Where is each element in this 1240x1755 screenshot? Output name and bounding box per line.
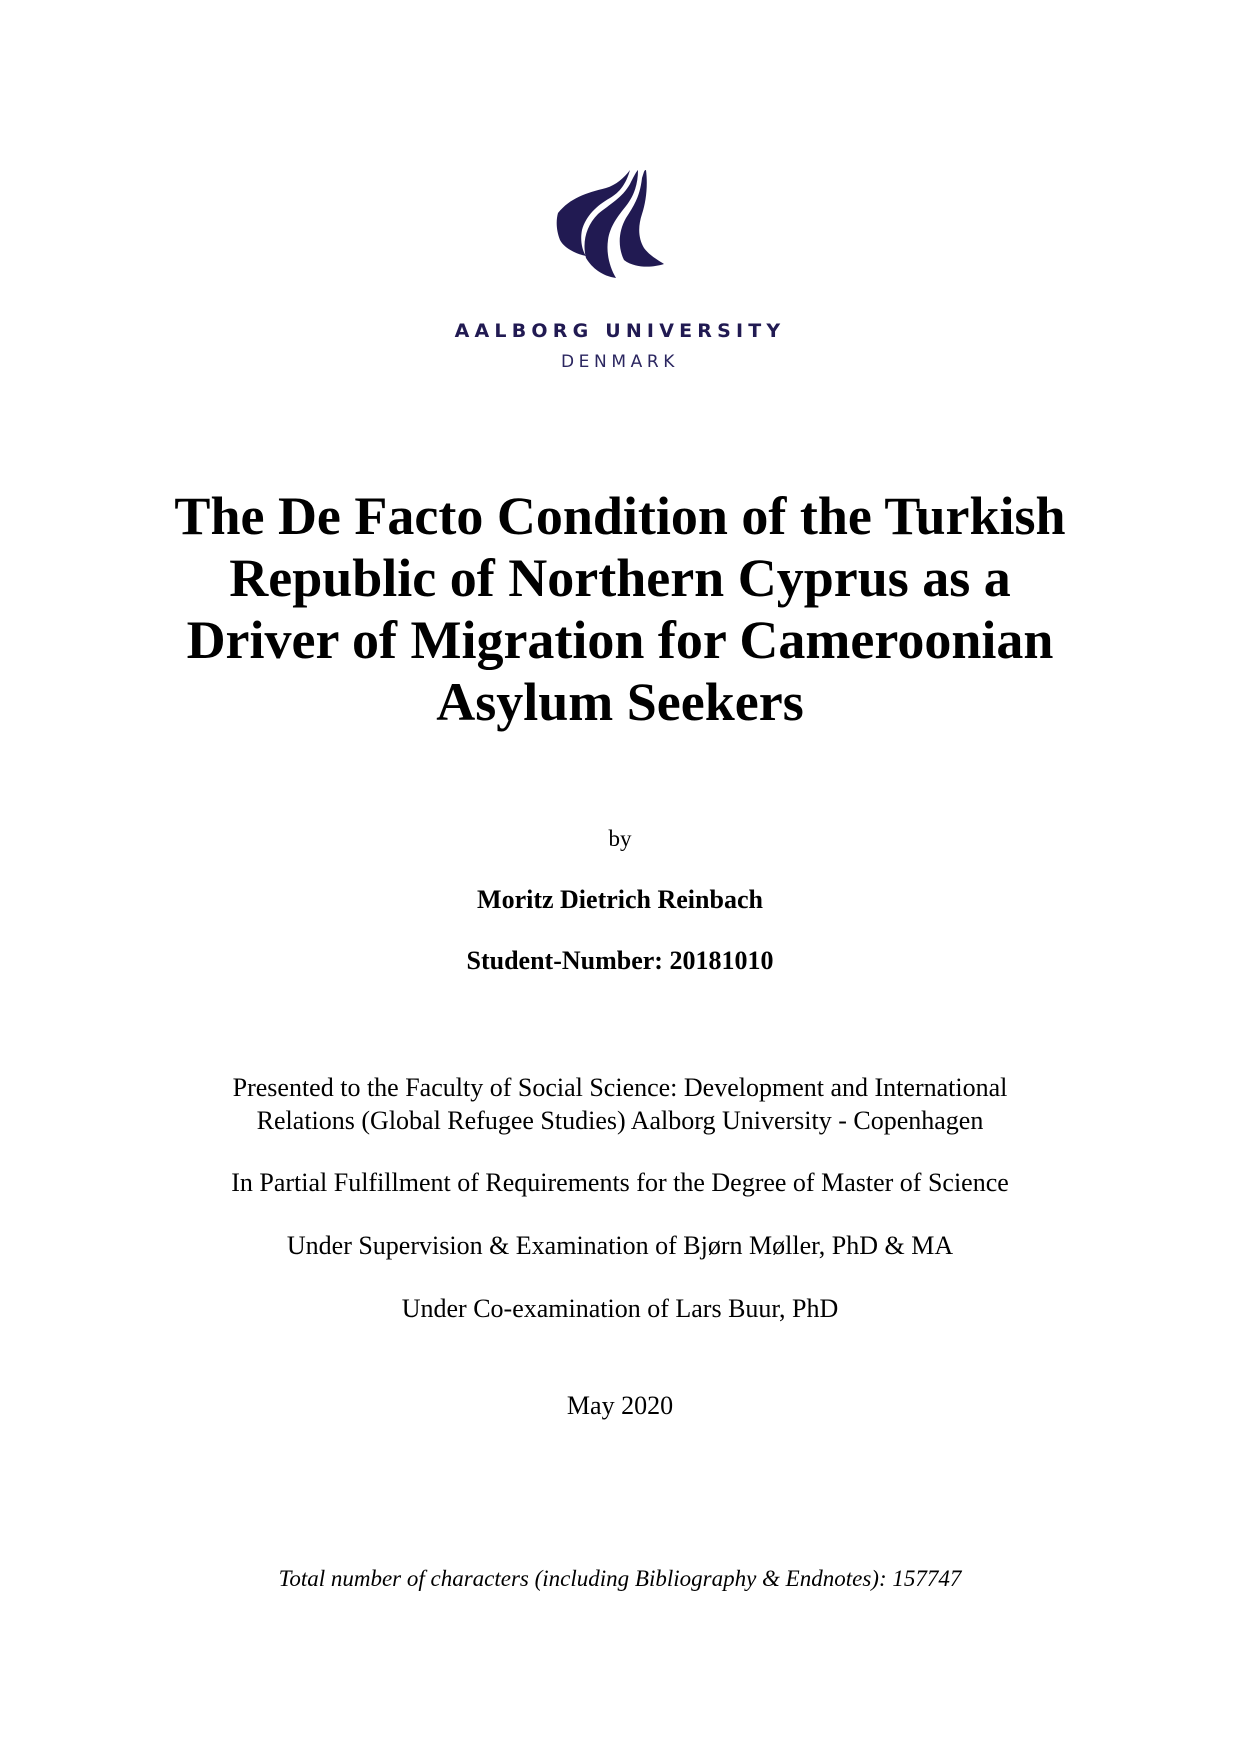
author-name: Moritz Dietrich Reinbach: [477, 885, 763, 914]
by-label: by: [608, 826, 632, 851]
thesis-title-line-1: The De Facto Condition of the Turkish: [174, 486, 1066, 546]
thesis-title-line-2: Republic of Northern Cyprus as a: [229, 548, 1011, 608]
institution-country: DENMARK: [560, 352, 679, 372]
supervision-statement: Under Supervision & Examination of Bjørn Møller, PhD & MA: [286, 1231, 954, 1260]
degree-statement: In Partial Fulfillment of Requirements for the Degree of Master of Science: [231, 1168, 1009, 1197]
thesis-title-line-4: Asylum Seekers: [436, 672, 804, 732]
institution-name: AALBORG UNIVERSITY: [454, 320, 786, 342]
faculty-line-1: Presented to the Faculty of Social Science: Development and International: [232, 1073, 1008, 1102]
faculty-line-2: Relations (Global Refugee Studies) Aalborg University - Copenhagen: [256, 1106, 984, 1135]
submission-date: May 2020: [566, 1391, 674, 1420]
co-examination-statement: Under Co-examination of Lars Buur, PhD: [401, 1294, 839, 1323]
student-number: Student-Number: 20181010: [466, 946, 774, 975]
character-count: Total number of characters (including Bibliography & Endnotes): 157747: [278, 1566, 962, 1591]
aalborg-university-logo-icon: [556, 168, 666, 280]
thesis-title-line-3: Driver of Migration for Cameroonian: [186, 610, 1054, 670]
